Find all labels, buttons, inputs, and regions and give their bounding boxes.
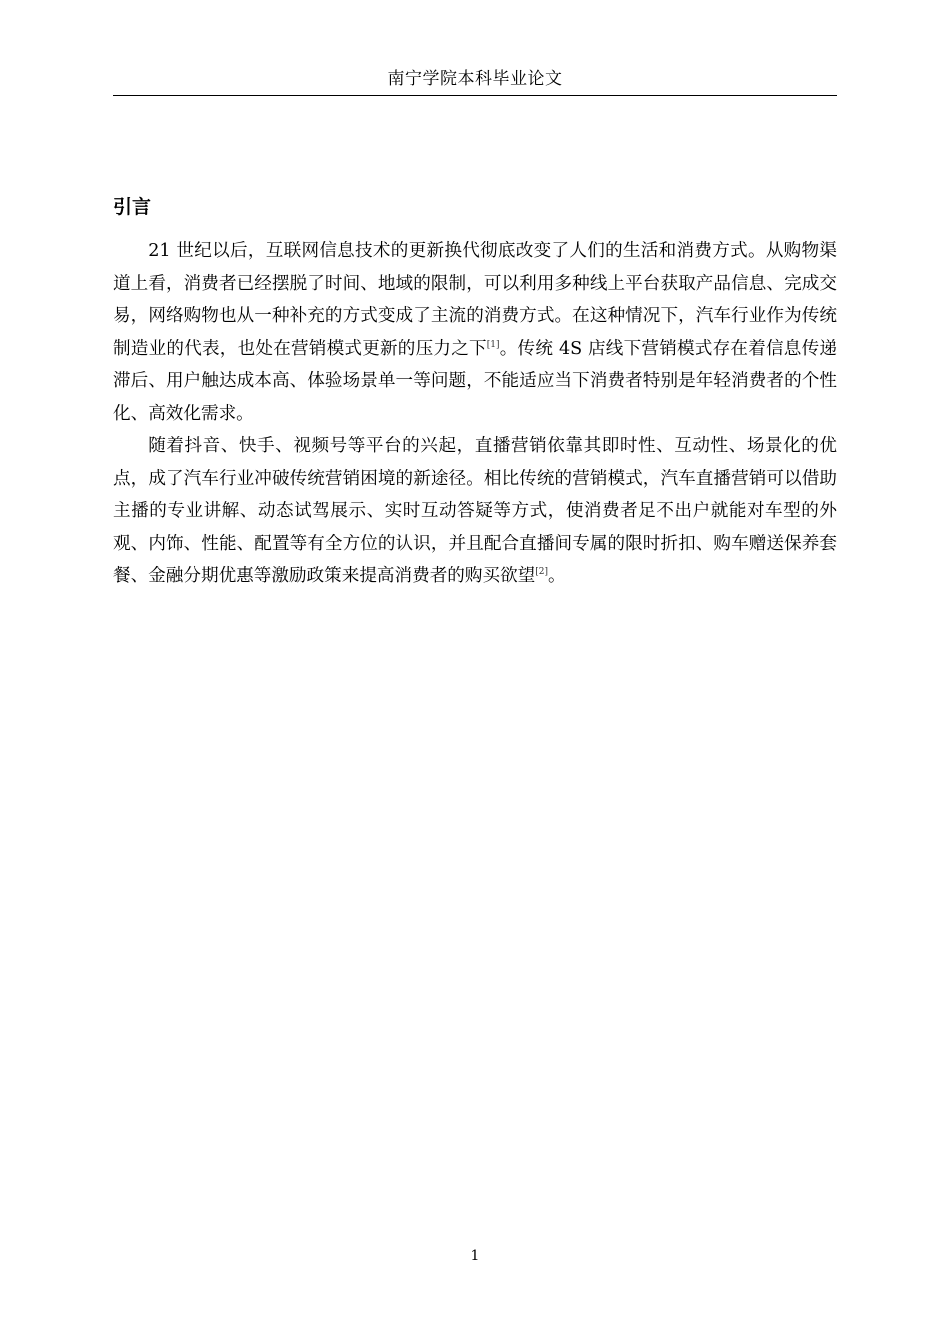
header-title: 南宁学院本科毕业论文 <box>387 69 563 89</box>
page-number: 1 <box>470 1248 480 1264</box>
citation-2: [2] <box>535 567 549 578</box>
paragraph-1-text-a: 21 世纪以后，互联网信息技术的更新换代彻底改变了人们的生活和消费方式。从购物渠道上看，消费者已经摆脱了时间、地域的限制，可以利用多种线上平台获取产品信息、完成交易，网络购物也从一种补充的方式变成了主流的消费方式。在这种情况下，汽车行业作为传统制造业的代表，也处在营销模式更新的压力之下 <box>113 241 837 359</box>
main-content <box>113 192 837 593</box>
paragraph-1 <box>113 235 837 430</box>
paragraph-1-text-b: 。传统 4S 店线下营销模式存在着信息传递滞后、用户触达成本高、体验场景单一等问题，不能适应当下消费者特别是年轻消费者的个性化、高效化需求。 <box>113 338 837 424</box>
paragraph-2-text-b: 。 <box>548 566 566 586</box>
paragraph-2-text-a: 随着抖音、快手、视频号等平台的兴起，直播营销依靠其即时性、互动性、场景化的优点，成了汽车行业冲破传统营销困境的新途径。相比传统的营销模式，汽车直播营销可以借助主播的专业讲解、动态试驾展示、实时互动答疑等方式，使消费者足不出户就能对车型的外观、内饰、性能、配置等有全方位的认识，并且配合直播间专属的限时折扣、购车赠送保养套餐、金融分期优惠等激励政策来提高消费者的购买欲望 <box>113 436 837 586</box>
page-header <box>113 66 837 96</box>
citation-1: [1] <box>486 339 500 350</box>
section-heading: 引言 <box>113 196 152 218</box>
paragraph-2 <box>113 430 837 593</box>
